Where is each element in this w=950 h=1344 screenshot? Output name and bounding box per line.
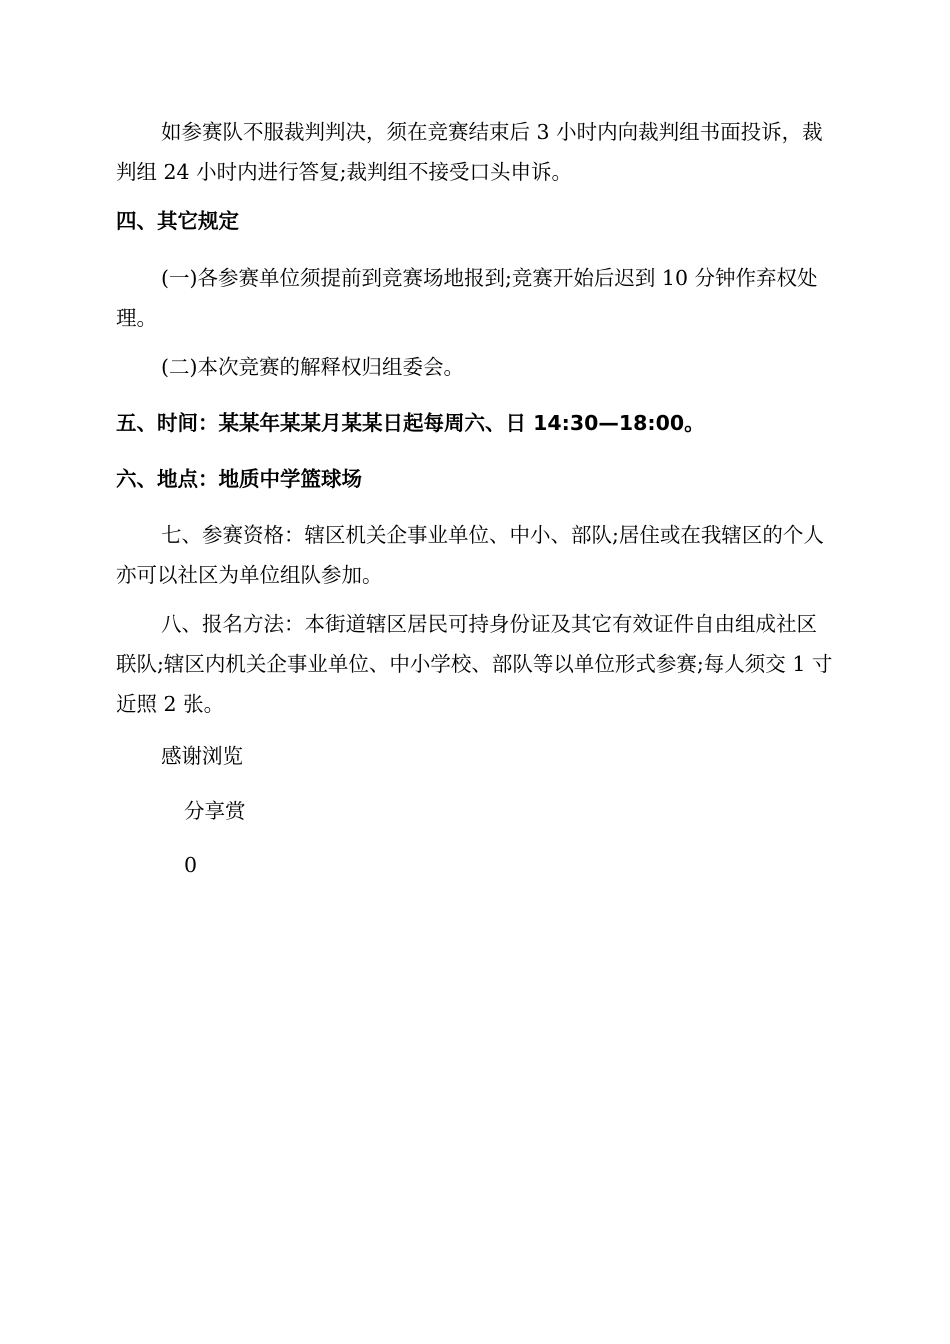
complaint-paragraph: 如参赛队不服裁判判决，须在竞赛结束后 3 小时内向裁判组书面投诉，裁判组 24 小时内进行答复;裁判组不接受口头申诉。 — [116, 120, 823, 184]
thanks-text: 感谢浏览 — [161, 744, 243, 768]
share-count: 0 — [184, 853, 198, 877]
rule-two-paragraph: (二)本次竞赛的解释权归组委会。 — [161, 355, 464, 379]
section-heading-time: 五、时间：某某年某某月某某日起每周六、日 14:30—18:00。 — [116, 411, 705, 435]
section-heading-location: 六、地点：地质中学篮球场 — [116, 467, 362, 491]
section-heading-other-rules: 四、其它规定 — [116, 209, 239, 233]
eligibility-paragraph: 七、参赛资格：辖区机关企事业单位、中小、部队;居住或在我辖区的个人亦可以社区为单位组队参加。 — [116, 523, 824, 587]
registration-paragraph: 八、报名方法：本街道辖区居民可持身份证及其它有效证件自由组成社区联队;辖区内机关企事业单位、中小学校、部队等以单位形式参赛;每人须交 1 寸近照 2 张。 — [116, 612, 833, 716]
share-reward-link[interactable]: 分享赏 — [184, 799, 246, 823]
rule-one-paragraph: (一)各参赛单位须提前到竞赛场地报到;竞赛开始后迟到 10 分钟作弃权处理。 — [116, 266, 818, 330]
